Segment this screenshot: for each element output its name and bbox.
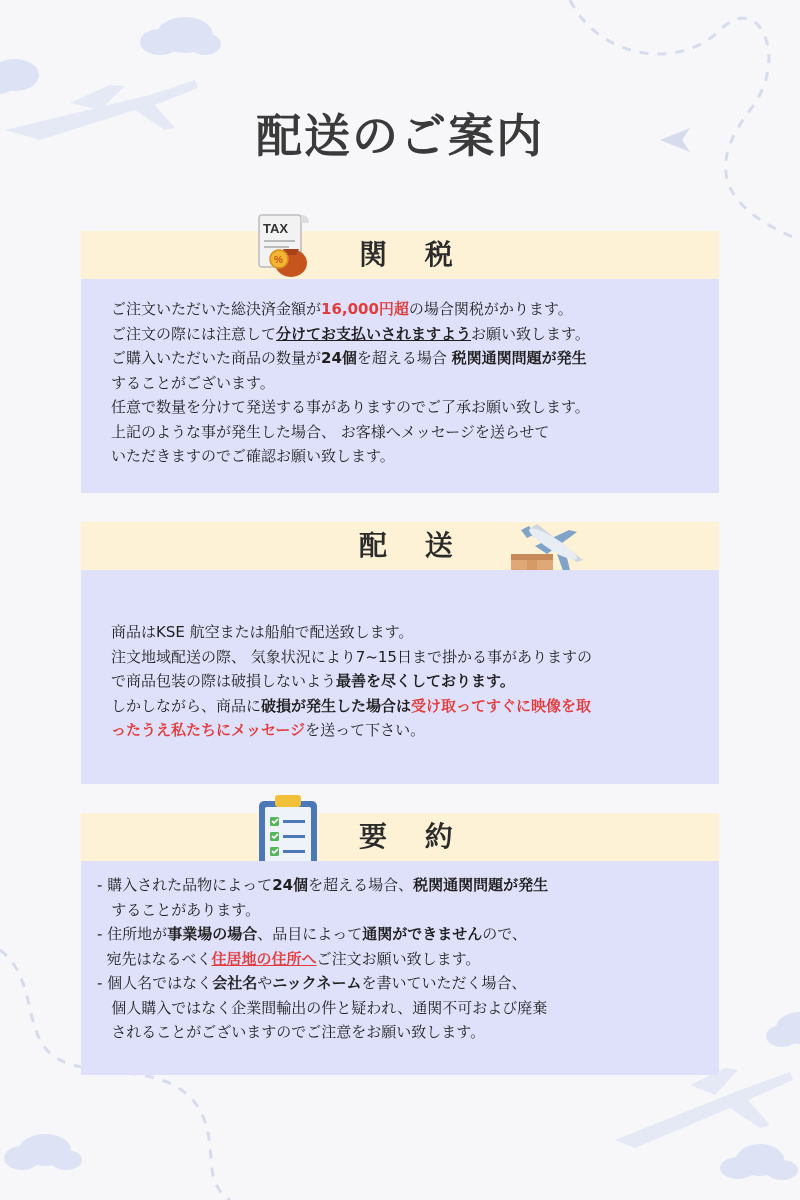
text-line: - 購入された品物によって24個を超える場合、税関通関問題が発生 <box>97 876 549 894</box>
cloud-icon <box>720 1144 798 1180</box>
cloud-icon <box>0 59 39 94</box>
text-line: することがあります。 <box>97 900 261 919</box>
text-line: で商品包装の際は破損しないよう最善を尽くしております。 <box>111 672 515 690</box>
text-line: されることがございますのでご注意をお願い致します。 <box>97 1023 486 1041</box>
text-line: - 個人名ではなく会社名やニックネームを書いていただく場合、 <box>97 974 527 992</box>
clipboard-checklist-icon <box>257 793 321 871</box>
page-title: 配送のご案内 <box>256 109 544 163</box>
customs-section <box>81 221 719 493</box>
airplane-silhouette-icon <box>615 1068 793 1148</box>
cloud-icon <box>4 1134 82 1170</box>
text-line: することがございます。 <box>111 373 275 392</box>
text-line: ご注文の際には注意して分けてお支払いされますようお願い致します。 <box>111 324 590 343</box>
text-line: ったうえ私たちにメッセージを送って下さい。 <box>111 721 426 739</box>
text-line: 個人購入ではなく企業間輸出の件と疑われ、通関不可および廃棄 <box>97 998 548 1017</box>
text-line: 商品はKSE 航空または船舶で配送致します。 <box>111 623 414 641</box>
text-line: ご購入いただいた商品の数量が24個を超える場合 税関通関問題が発生 <box>111 349 587 367</box>
svg-text:%: % <box>274 255 283 266</box>
section-body <box>81 279 719 493</box>
text-line: 上記のような事が発生した場合、 お客様へメッセージを送らせて <box>111 422 550 441</box>
cloud-icon <box>140 17 221 55</box>
section-title: 配 送 <box>359 529 467 562</box>
text-line: 注文地域配送の際、 気象状況により7~15日まで掛かる事がありますの <box>111 647 592 666</box>
section-title: 要 約 <box>359 820 467 853</box>
text-line: 宛先はなるべく住居地の住所へご注文お願い致します。 <box>97 949 481 968</box>
text-line: いただきますのでご確認お願い致します。 <box>111 447 395 465</box>
tax-money-bag-icon <box>249 213 321 281</box>
cloud-icon <box>766 1012 800 1047</box>
text-line: 任意で数量を分けて発送する事がありますのでご了承お願い致します。 <box>111 398 590 416</box>
section-body <box>81 570 719 784</box>
svg-text:TAX: TAX <box>263 221 289 236</box>
text-line: - 住所地が事業場の場合、品目によって通関ができませんので、 <box>97 925 527 943</box>
text-line: しかしながら、商品に破損が発生した場合は受け取ってすぐに映像を取 <box>111 696 592 715</box>
summary-section <box>81 813 719 1075</box>
shipping-section <box>81 522 719 784</box>
text-line: ご注文いただいた総決済金額が16,000円超の場合関税がかります。 <box>111 300 573 318</box>
section-title: 関 税 <box>359 238 467 271</box>
section-body <box>81 861 719 1075</box>
